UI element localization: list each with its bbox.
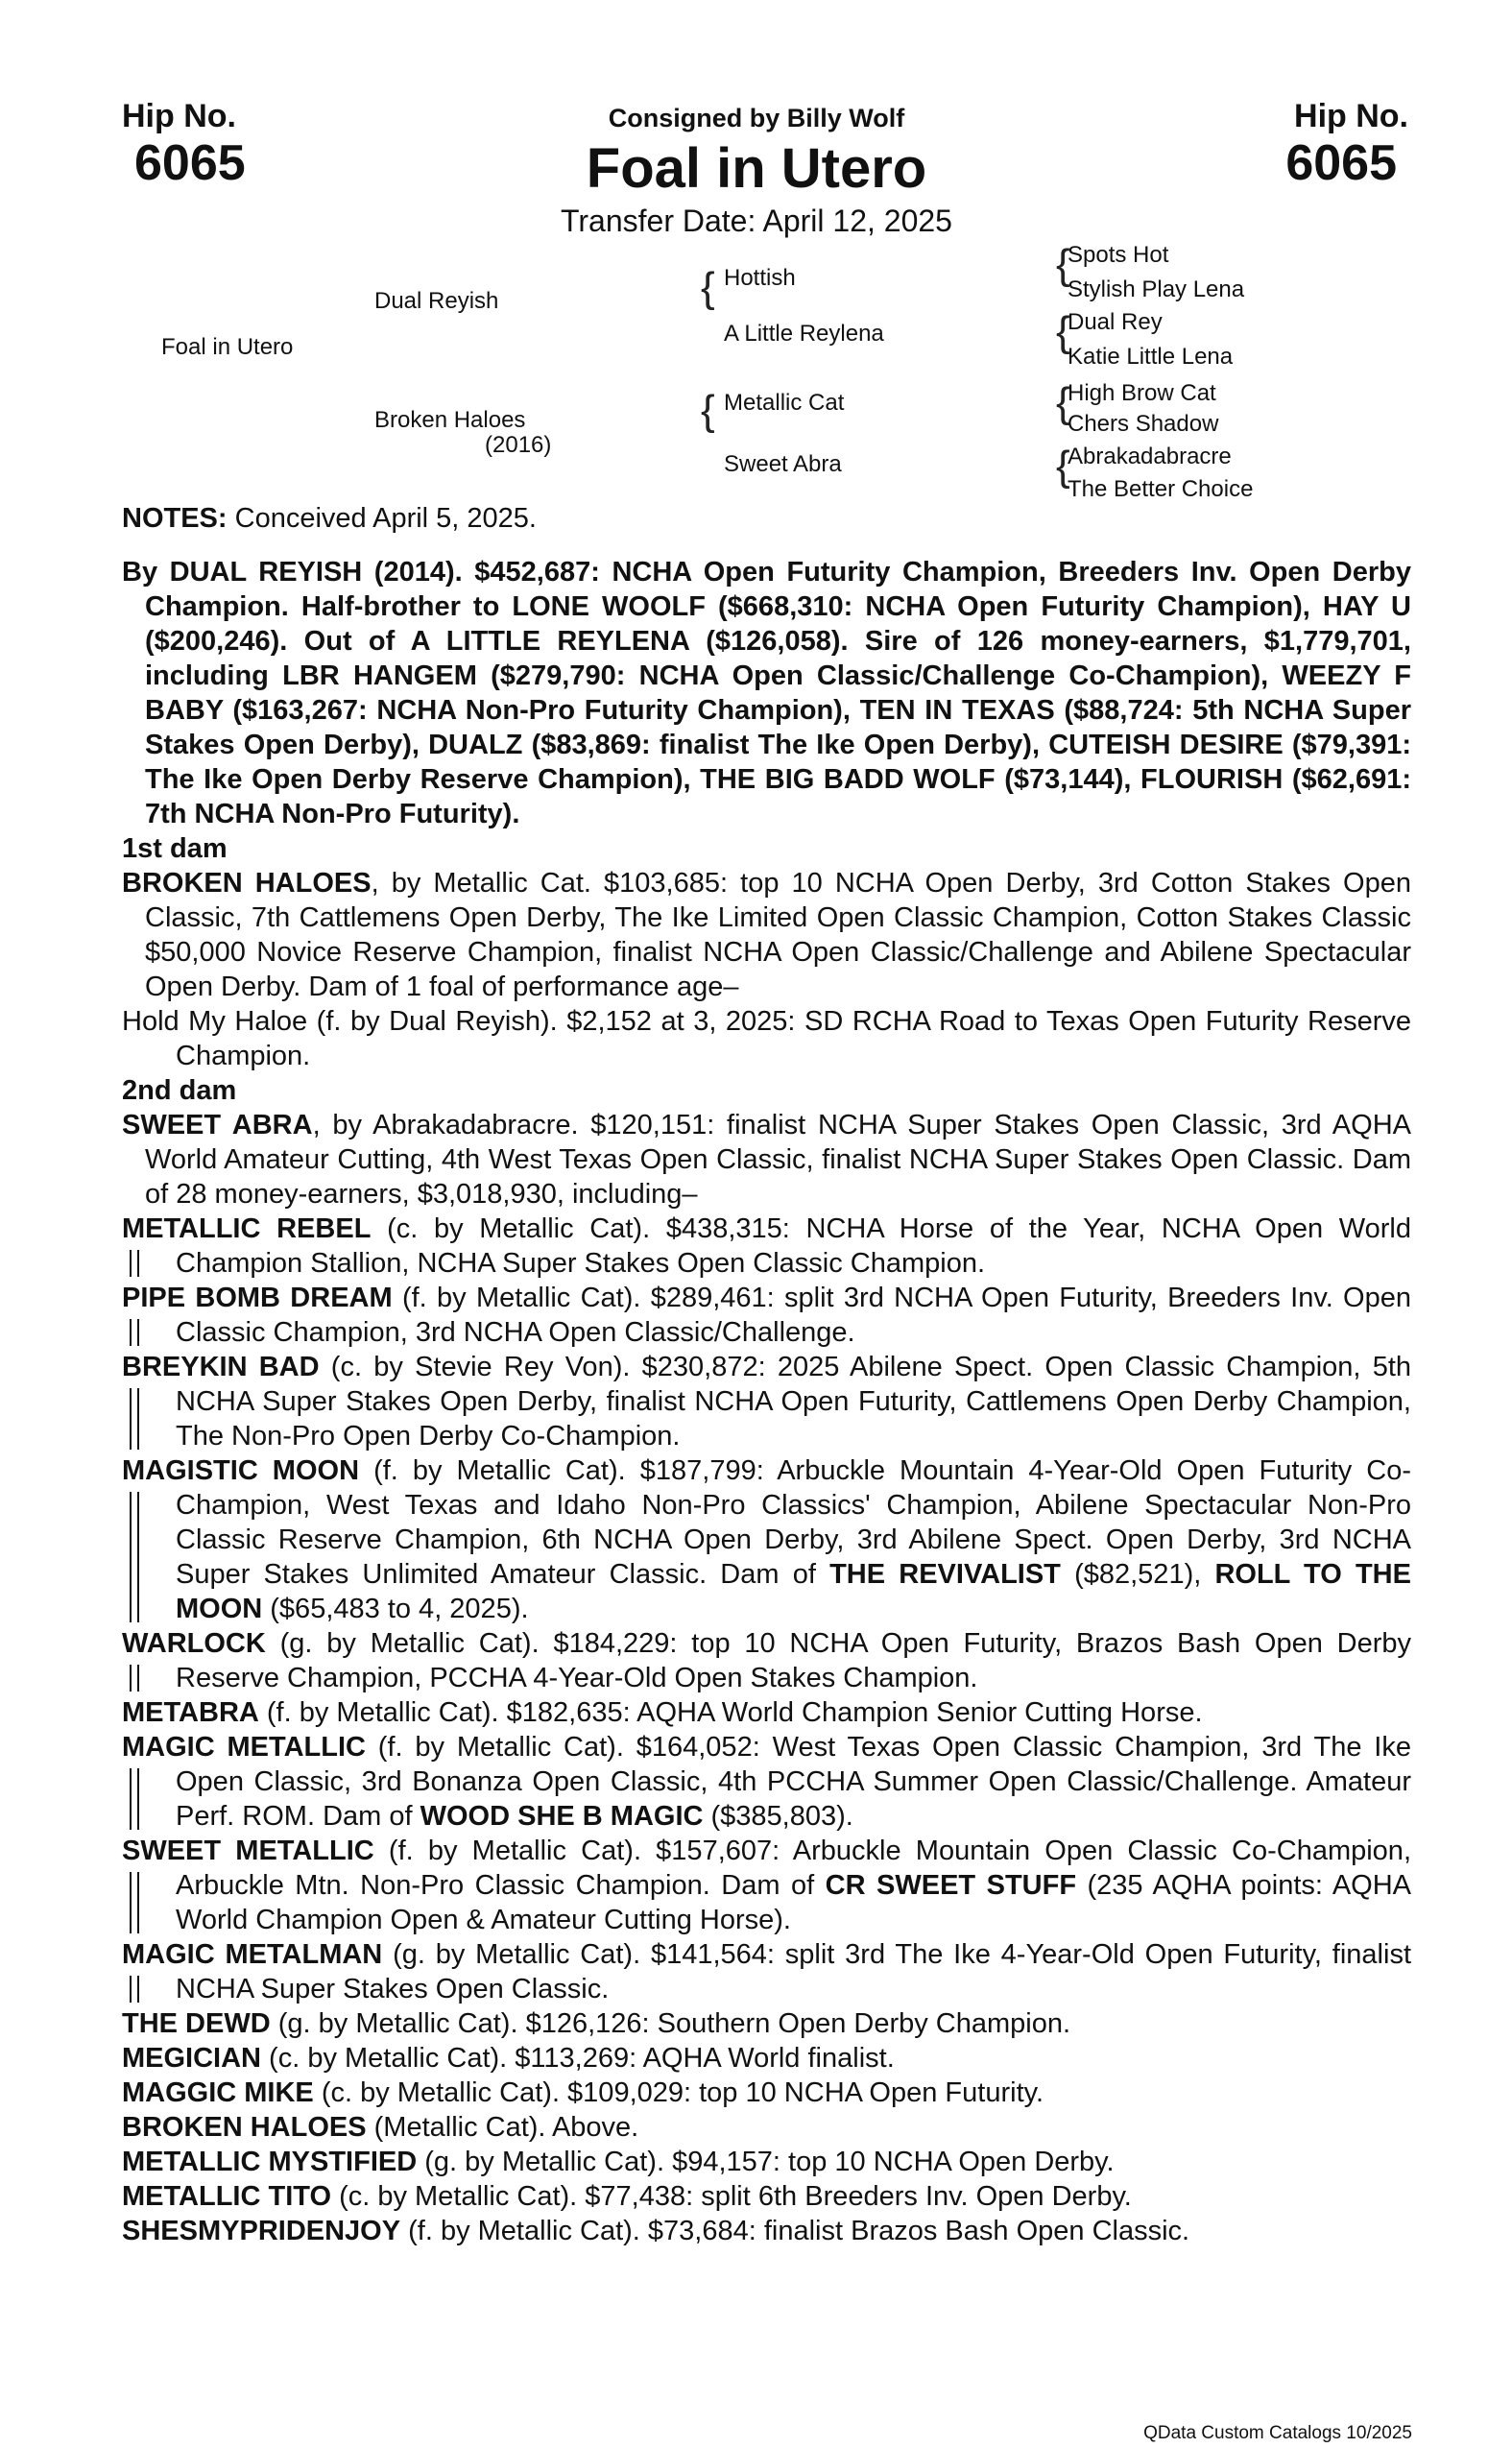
pedigree-sire-dam: A Little Reylena	[724, 321, 884, 347]
produce-text: (f. by Metallic Cat). $289,461: split 3rd NCHA Open Futurity, Breeders Inv. Open Classic Champion, 3rd NCHA Open Classic/Challenge.	[176, 1283, 1411, 1348]
produce-offspring: THE REVIVALIST	[829, 1559, 1061, 1590]
produce-text: (c. by Metallic Cat). $438,315: NCHA Horse of the Year, NCHA Open World Champion Stallion, NCHA Super Stakes Open Classic Champion.	[176, 1213, 1411, 1279]
pedigree-gen4: Chers Shadow	[1068, 411, 1219, 437]
produce-text: (235 AQHA points: AQHA World Champion Open & Amateur Cutting Horse).	[176, 1870, 1411, 1935]
produce-entry	[122, 2041, 1411, 2076]
double-bar-icon	[130, 1492, 139, 1622]
produce-text: (f. by Metallic Cat). $157,607: Arbuckle Mountain Open Classic Co-Champion, Arbuckle Mtn. Non-Pro Classic Champion. Dam of	[176, 1836, 1411, 1901]
brace-icon: {	[1056, 308, 1070, 355]
produce-name: MAGISTIC MOON	[122, 1455, 360, 1486]
pedigree-gen4: The Better Choice	[1068, 476, 1254, 502]
brace-icon: {	[701, 264, 715, 311]
produce-text: ($82,521),	[1060, 1559, 1215, 1590]
produce-text: (f. by Metallic Cat). $73,684: finalist Brazos Bash Open Classic.	[400, 2216, 1190, 2246]
produce-offspring: WOOD SHE B MAGIC	[420, 1801, 704, 1832]
produce-entry	[122, 2006, 1411, 2041]
produce-text: (f. by Metallic Cat). $164,052: West Texas Open Classic Champion, 3rd The Ike Open Classic, 3rd Bonanza Open Classic, 4th PCCHA Summer Open Classic/Challenge. Amateur Perf. ROM. Dam of	[176, 1732, 1411, 1832]
produce-entry	[122, 1695, 1411, 1730]
produce-name: BROKEN HALOES	[122, 2112, 367, 2143]
catalog-body	[122, 555, 1411, 2248]
produce-offspring: ROLL TO THE MOON	[176, 1559, 1411, 1624]
double-bar-icon	[130, 1665, 139, 1692]
hip-label-right: Hip No.	[1294, 98, 1408, 134]
notes-label: NOTES:	[122, 503, 228, 534]
produce-name: THE DEWD	[122, 2008, 271, 2039]
brace-icon: {	[1056, 241, 1070, 288]
pedigree-gen4: High Brow Cat	[1068, 380, 1216, 406]
produce-entry	[122, 1730, 1411, 1834]
produce-text: (f. by Metallic Cat). $187,799: Arbuckle Mountain 4-Year-Old Open Futurity Co-Champion, West Texas and Idaho Non-Pro Classics' Champion, Abilene Spectacular Non-Pro Classic Reserve Champion, 6th NCHA Open Derby, 3rd Abilene Spect. Open Derby, 3rd NCHA Super Stakes Unlimited Amateur Classic. Dam of	[176, 1455, 1412, 1590]
notes-text: Conceived April 5, 2025.	[227, 503, 537, 534]
hip-number-left: 6065	[134, 135, 246, 191]
second-dam-text: , by Abrakadabracre. $120,151: finalist NCHA Super Stakes Open Classic, 3rd AQHA World Amateur Cutting, 4th West Texas Open Classic, finalist NCHA Super Stakes Open Classic. Dam of 28 money-earners, $3,018,930, including–	[145, 1110, 1411, 1210]
produce-text: (g. by Metallic Cat). $141,564: split 3rd The Ike 4-Year-Old Open Futurity, finalist NCHA Super Stakes Open Classic.	[176, 1939, 1412, 2004]
produce-entry	[122, 1937, 1411, 2006]
brace-icon: {	[1056, 443, 1070, 490]
pedigree-gen4: Stylish Play Lena	[1068, 276, 1245, 302]
produce-entry	[122, 1350, 1411, 1453]
produce-entry	[122, 1212, 1411, 1281]
produce-name: SWEET METALLIC	[122, 1836, 374, 1866]
double-bar-icon	[130, 1319, 139, 1346]
pedigree-gen4: Abrakadabracre	[1068, 444, 1232, 469]
produce-text: (g. by Metallic Cat). $126,126: Southern Open Derby Champion.	[270, 2008, 1071, 2039]
produce-text: (Metallic Cat). Above.	[366, 2112, 639, 2143]
page-title: Foal in Utero	[586, 137, 927, 200]
produce-name: MAGIC METALLIC	[122, 1732, 366, 1763]
brace-icon: {	[701, 387, 715, 434]
produce-entry	[122, 2110, 1411, 2145]
pedigree-dam-year: (2016)	[485, 432, 552, 458]
pedigree-dam-dam: Sweet Abra	[724, 451, 842, 477]
double-bar-icon	[130, 1250, 139, 1277]
produce-name: PIPE BOMB DREAM	[122, 1283, 393, 1313]
produce-text: (c. by Metallic Cat). $109,029: top 10 NCHA Open Futurity.	[313, 2077, 1044, 2108]
first-dam-heading: 1st dam	[122, 833, 228, 864]
produce-entry	[122, 2076, 1411, 2110]
double-bar-icon	[130, 1388, 139, 1450]
double-bar-icon	[130, 1976, 139, 2003]
produce-name: METALLIC MYSTIFIED	[122, 2147, 418, 2177]
first-dam-paragraph	[122, 866, 1411, 1004]
produce-entry	[122, 1453, 1411, 1626]
produce-entry	[122, 1626, 1411, 1695]
consignor: Consigned by Billy Wolf	[608, 104, 905, 132]
first-dam-produce: Hold My Haloe (f. by Dual Reyish). $2,152 at 3, 2025: SD RCHA Road to Texas Open Futurity Reserve Champion.	[122, 1006, 1411, 1071]
first-dam-text: , by Metallic Cat. $103,685: top 10 NCHA Open Derby, 3rd Cotton Stakes Open Classic, 7th Cattlemens Open Derby, The Ike Limited Open Classic Champion, Cotton Stakes Classic $50,000 Novice Reserve Champion, finalist NCHA Open Classic/Challenge and Abilene Spectacular Open Derby. Dam of 1 foal of performance age–	[145, 868, 1411, 1002]
produce-text: ($65,483 to 4, 2025).	[262, 1594, 529, 1624]
second-dam-name: SWEET ABRA	[122, 1110, 313, 1140]
produce-name: SHESMYPRIDENJOY	[122, 2216, 401, 2246]
produce-text: (f. by Metallic Cat). $182,635: AQHA World Champion Senior Cutting Horse.	[258, 1697, 1203, 1728]
pedigree-dam-sire: Metallic Cat	[724, 390, 845, 416]
pedigree-gen4: Spots Hot	[1068, 242, 1169, 268]
produce-name: BREYKIN BAD	[122, 1352, 320, 1382]
produce-entry	[122, 2214, 1411, 2248]
pedigree-subject: Foal in Utero	[161, 334, 294, 360]
hip-label-left: Hip No.	[122, 98, 236, 134]
sire-paragraph: By DUAL REYISH (2014). $452,687: NCHA Open Futurity Champion, Breeders Inv. Open Derby Champion. Half-brother to LONE WOOLF ($668,310: NCHA Open Futurity Champion), HAY U ($200,246). Out of A LITTLE REYLENA ($126,058). Sire of 126 money-earners, $1,779,701, including LBR HANGEM ($279,790: NCHA Open Classic/Challenge Co-Champion), WEEZY F BABY ($163,267: NCHA Non-Pro Futurity Champion), TEN IN TEXAS ($88,724: 5th NCHA Super Stakes Open Derby), DUALZ ($83,869: finalist The Ike Open Derby), CUTEISH DESIRE ($79,391: The Ike Open Derby Reserve Champion), THE BIG BADD WOLF ($73,144), FLOURISH ($62,691: 7th NCHA Non-Pro Futurity).	[122, 557, 1411, 829]
produce-offspring: CR SWEET STUFF	[825, 1870, 1077, 1901]
pedigree-gen4: Katie Little Lena	[1068, 344, 1234, 370]
pedigree-sire: Dual Reyish	[374, 288, 499, 314]
produce-entry	[122, 1281, 1411, 1350]
produce-entry	[122, 2145, 1411, 2179]
brace-icon: {	[1056, 379, 1070, 426]
produce-entry	[122, 1834, 1411, 1937]
produce-text: (c. by Metallic Cat). $113,269: AQHA World finalist.	[261, 2043, 895, 2074]
produce-name: METALLIC REBEL	[122, 1213, 372, 1244]
produce-name: MEGICIAN	[122, 2043, 261, 2074]
double-bar-icon	[130, 1768, 139, 1830]
produce-name: WARLOCK	[122, 1628, 266, 1659]
second-dam-heading: 2nd dam	[122, 1075, 237, 1106]
pedigree-dam: Broken Haloes	[374, 407, 526, 433]
pedigree-sire-sire: Hottish	[724, 265, 796, 291]
produce-text: ($385,803).	[703, 1801, 853, 1832]
produce-entry	[122, 2179, 1411, 2214]
produce-text: (c. by Stevie Rey Von). $230,872: 2025 Abilene Spect. Open Classic Champion, 5th NCHA Super Stakes Open Derby, finalist NCHA Open Futurity, Cattlemens Open Derby Champion, The Non-Pro Open Derby Co-Champion.	[176, 1352, 1412, 1452]
produce-name: METALLIC TITO	[122, 2181, 332, 2212]
produce-name: MAGGIC MIKE	[122, 2077, 314, 2108]
footer-credit: QData Custom Catalogs 10/2025	[1143, 2423, 1412, 2443]
notes	[122, 503, 537, 535]
second-dam-paragraph	[122, 1108, 1411, 1212]
pedigree-gen4: Dual Rey	[1068, 309, 1163, 335]
produce-text: (c. by Metallic Cat). $77,438: split 6th Breeders Inv. Open Derby.	[331, 2181, 1132, 2212]
transfer-date: Transfer Date: April 12, 2025	[561, 204, 952, 238]
first-dam-name: BROKEN HALOES	[122, 868, 372, 899]
double-bar-icon	[130, 1872, 139, 1933]
produce-list	[122, 1212, 1411, 2248]
produce-text: (g. by Metallic Cat). $184,229: top 10 NCHA Open Futurity, Brazos Bash Open Derby Reserve Champion, PCCHA 4-Year-Old Open Stakes Champion.	[176, 1628, 1411, 1693]
produce-text: (g. by Metallic Cat). $94,157: top 10 NCHA Open Derby.	[417, 2147, 1115, 2177]
produce-name: MAGIC METALMAN	[122, 1939, 383, 1970]
produce-name: METABRA	[122, 1697, 259, 1728]
hip-number-right: 6065	[1285, 135, 1397, 191]
